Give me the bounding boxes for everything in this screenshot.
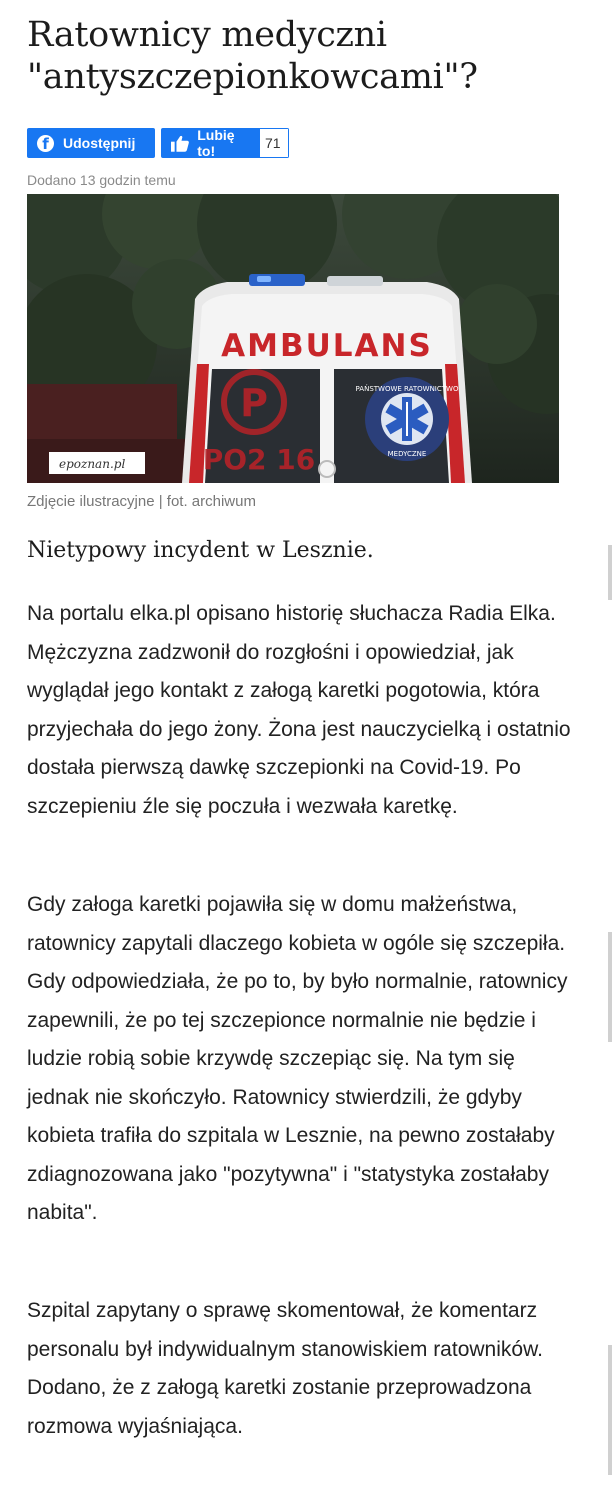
photo-watermark: epoznan.pl [59,457,126,471]
like-label: Lubię to! [197,128,235,158]
social-share-bar [27,128,289,158]
like-count: 71 [260,128,289,158]
article-paragraph: Szpital zapytany o sprawę skomentował, że komentarz personalu był indywidualnym stanowiskiem ratowników. Dodano, że z załogą karetki zostanie przeprowadzona rozmowa wyjaśniająca. [27,1299,543,1438]
svg-text:P: P [240,381,268,425]
scrollbar-indicator[interactable] [608,1345,612,1475]
facebook-share-button[interactable] [27,128,155,158]
emblem-top-text: PAŃSTWOWE RATOWNICTWO [355,385,459,393]
photo-caption: Zdjęcie ilustracyjne | fot. archiwum [27,493,256,510]
publish-date: Dodano 13 godzin temu [27,172,176,188]
article-paragraph: Na portalu elka.pl opisano historię słuchacza Radia Elka. Mężczyzna zadzwonił do rozgłośni i opowiedział, jak wyglądał jego kontakt z załogą karetki pogotowia, która przyjechała do jego żony. Żona jest nauczycielką i ostatnio dostała pierwszą dawkę szczepionki na Covid-19. Po szczepieniu źle się poczuła i wezwała karetkę. [27,602,571,818]
share-label: Udostępnij [63,135,136,151]
article-lead: Nietypowy incydent w Lesznie. [27,538,374,563]
scrollbar-indicator[interactable] [608,932,612,1042]
vehicle-text: AMBULANS [221,328,433,364]
emblem-bottom-text: MEDYCZNE [387,450,427,458]
facebook-icon: f [37,135,54,152]
article-title: Ratownicy medyczni "antyszczepionkowcami"? [27,15,478,97]
article-paragraph: Gdy załoga karetki pojawiła się w domu małżeństwa, ratownicy zapytali dlaczego kobieta w ogóle się szczepiła. Gdy odpowiedziała, że po to, by było normalnie, ratownicy zapewnili, że po tej szczepionce normalnie nie będzie i ludzie robią sobie krzywdę szczepiąc się. Na tym się jednak nie skończyło. Ratownicy stwierdzili, że gdyby kobieta trafiła do szpitala w Lesznie, na pewno zostałaby zdiagnozowana jako "pozytywna" i "statystyka zostałaby nabita". [27,893,568,1224]
article-photo [27,194,559,483]
thumbs-up-icon [171,135,189,152]
scrollbar-indicator[interactable] [608,545,612,600]
plate-text: PO2 16 [202,443,316,476]
facebook-like-button[interactable] [161,128,289,158]
ambulance-illustration [27,194,559,483]
